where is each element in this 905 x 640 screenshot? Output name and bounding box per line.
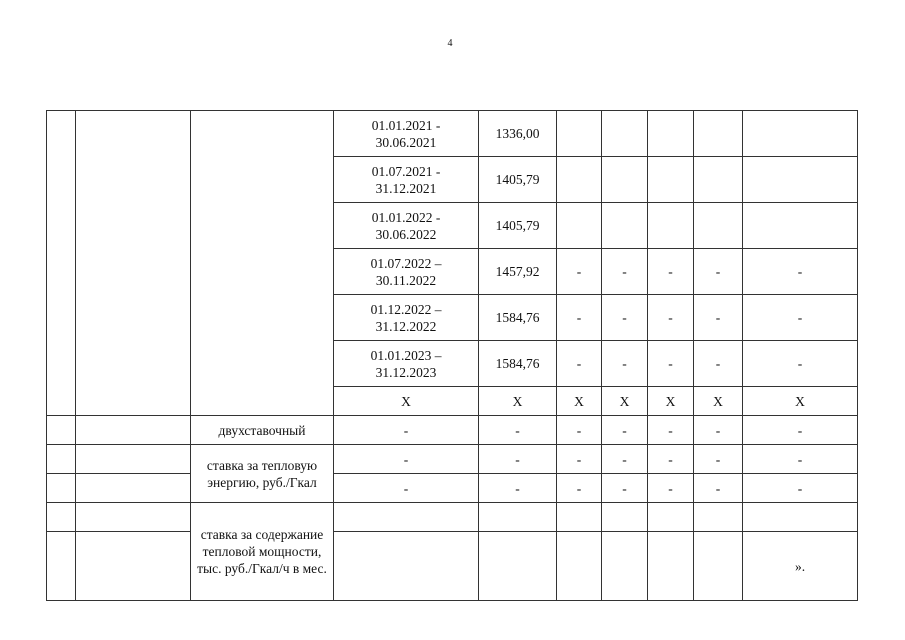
empty-cell bbox=[334, 503, 479, 532]
cell-col-3 bbox=[557, 111, 602, 157]
cell-col-3: - bbox=[557, 249, 602, 295]
x-mark-cell: X bbox=[334, 387, 479, 416]
cell-col-6 bbox=[694, 157, 743, 203]
table-row bbox=[47, 445, 858, 474]
dash-cell: - bbox=[648, 416, 694, 445]
empty-cell bbox=[602, 532, 648, 601]
dash-cell: - bbox=[602, 416, 648, 445]
dash-cell: - bbox=[479, 445, 557, 474]
cell-col-3: - bbox=[557, 341, 602, 387]
group-name-cell bbox=[76, 474, 191, 503]
period-cell bbox=[334, 341, 479, 387]
value-cell: 1584,76 bbox=[479, 341, 557, 387]
empty-cell bbox=[694, 532, 743, 601]
cell-col-4: - bbox=[602, 249, 648, 295]
cell-col-5: - bbox=[648, 341, 694, 387]
dash-cell: - bbox=[334, 474, 479, 503]
empty-cell bbox=[479, 503, 557, 532]
empty-cell bbox=[557, 503, 602, 532]
group-name-cell bbox=[76, 532, 191, 601]
period-text: 01.07.2021 - 31.12.2021 bbox=[371, 163, 441, 196]
empty-cell bbox=[743, 503, 858, 532]
capacity-rate-label: ставка за содержание тепловой мощности, тыс. руб./Гкал/ч в мес. bbox=[191, 503, 334, 601]
value-cell: 1457,92 bbox=[479, 249, 557, 295]
dash-cell: - bbox=[602, 474, 648, 503]
cell-col-7: - bbox=[743, 249, 858, 295]
table-row bbox=[47, 111, 858, 157]
dash-cell: - bbox=[694, 474, 743, 503]
tariff-table bbox=[46, 110, 858, 601]
indicator-cell bbox=[191, 111, 334, 416]
dash-cell: - bbox=[743, 445, 858, 474]
energy-rate-label: ставка за тепловую энергию, руб./Гкал bbox=[191, 445, 334, 503]
empty-cell bbox=[602, 503, 648, 532]
cell-col-3 bbox=[557, 157, 602, 203]
row-number-cell bbox=[47, 416, 76, 445]
empty-cell bbox=[648, 532, 694, 601]
cell-col-3: - bbox=[557, 295, 602, 341]
table-row bbox=[47, 532, 858, 601]
cell-col-7 bbox=[743, 157, 858, 203]
dash-cell: - bbox=[557, 445, 602, 474]
empty-cell bbox=[557, 532, 602, 601]
period-text: 01.07.2022 – 30.11.2022 bbox=[370, 255, 442, 288]
row-number-cell bbox=[47, 445, 76, 474]
period-cell bbox=[334, 203, 479, 249]
value-cell: 1584,76 bbox=[479, 295, 557, 341]
dash-cell: - bbox=[694, 445, 743, 474]
cell-col-6 bbox=[694, 111, 743, 157]
cell-col-6: - bbox=[694, 295, 743, 341]
period-cell bbox=[334, 111, 479, 157]
table-row bbox=[47, 503, 858, 532]
empty-cell bbox=[694, 503, 743, 532]
x-mark-cell: X bbox=[602, 387, 648, 416]
closing-mark: ». bbox=[743, 532, 858, 601]
group-name-cell bbox=[76, 445, 191, 474]
cell-col-6: - bbox=[694, 249, 743, 295]
row-number-cell bbox=[47, 474, 76, 503]
dash-cell: - bbox=[479, 474, 557, 503]
cell-col-4 bbox=[602, 203, 648, 249]
two-part-label: двухставочный bbox=[191, 416, 334, 445]
dash-cell: - bbox=[557, 474, 602, 503]
dash-cell: - bbox=[743, 474, 858, 503]
table-row bbox=[47, 474, 858, 503]
dash-cell: - bbox=[334, 445, 479, 474]
value-cell: 1336,00 bbox=[479, 111, 557, 157]
dash-cell: - bbox=[648, 474, 694, 503]
empty-cell bbox=[648, 503, 694, 532]
period-cell bbox=[334, 249, 479, 295]
dash-cell: - bbox=[602, 445, 648, 474]
row-number-cell bbox=[47, 532, 76, 601]
cell-col-7: - bbox=[743, 341, 858, 387]
row-number-cell bbox=[47, 111, 76, 416]
cell-col-4 bbox=[602, 111, 648, 157]
dash-cell: - bbox=[557, 416, 602, 445]
cell-col-3 bbox=[557, 203, 602, 249]
cell-col-5: - bbox=[648, 295, 694, 341]
value-cell: 1405,79 bbox=[479, 203, 557, 249]
period-text: 01.01.2023 – 31.12.2023 bbox=[370, 347, 442, 380]
cell-col-4: - bbox=[602, 341, 648, 387]
cell-col-6: - bbox=[694, 341, 743, 387]
table-row bbox=[47, 416, 858, 445]
x-mark-cell: X bbox=[694, 387, 743, 416]
cell-col-5 bbox=[648, 111, 694, 157]
empty-cell bbox=[334, 532, 479, 601]
page-number: 4 bbox=[447, 38, 453, 49]
row-number-cell bbox=[47, 503, 76, 532]
x-mark-cell: X bbox=[743, 387, 858, 416]
cell-col-4 bbox=[602, 157, 648, 203]
cell-col-7: - bbox=[743, 295, 858, 341]
cell-col-6 bbox=[694, 203, 743, 249]
group-name-cell bbox=[76, 503, 191, 532]
cell-col-7 bbox=[743, 203, 858, 249]
cell-col-5: - bbox=[648, 249, 694, 295]
group-name-cell bbox=[76, 111, 191, 416]
cell-col-5 bbox=[648, 157, 694, 203]
x-mark-cell: X bbox=[648, 387, 694, 416]
empty-cell bbox=[479, 532, 557, 601]
x-mark-cell: X bbox=[557, 387, 602, 416]
period-text: 01.01.2021 - 30.06.2021 bbox=[371, 117, 441, 150]
period-text: 01.12.2022 – 31.12.2022 bbox=[370, 301, 442, 334]
period-text: 01.01.2022 - 30.06.2022 bbox=[371, 209, 441, 242]
period-cell bbox=[334, 295, 479, 341]
dash-cell: - bbox=[743, 416, 858, 445]
dash-cell: - bbox=[479, 416, 557, 445]
value-cell: 1405,79 bbox=[479, 157, 557, 203]
cell-col-7 bbox=[743, 111, 858, 157]
cell-col-5 bbox=[648, 203, 694, 249]
x-mark-cell: X bbox=[479, 387, 557, 416]
group-name-cell bbox=[76, 416, 191, 445]
dash-cell: - bbox=[334, 416, 479, 445]
dash-cell: - bbox=[648, 445, 694, 474]
period-cell bbox=[334, 157, 479, 203]
cell-col-4: - bbox=[602, 295, 648, 341]
dash-cell: - bbox=[694, 416, 743, 445]
